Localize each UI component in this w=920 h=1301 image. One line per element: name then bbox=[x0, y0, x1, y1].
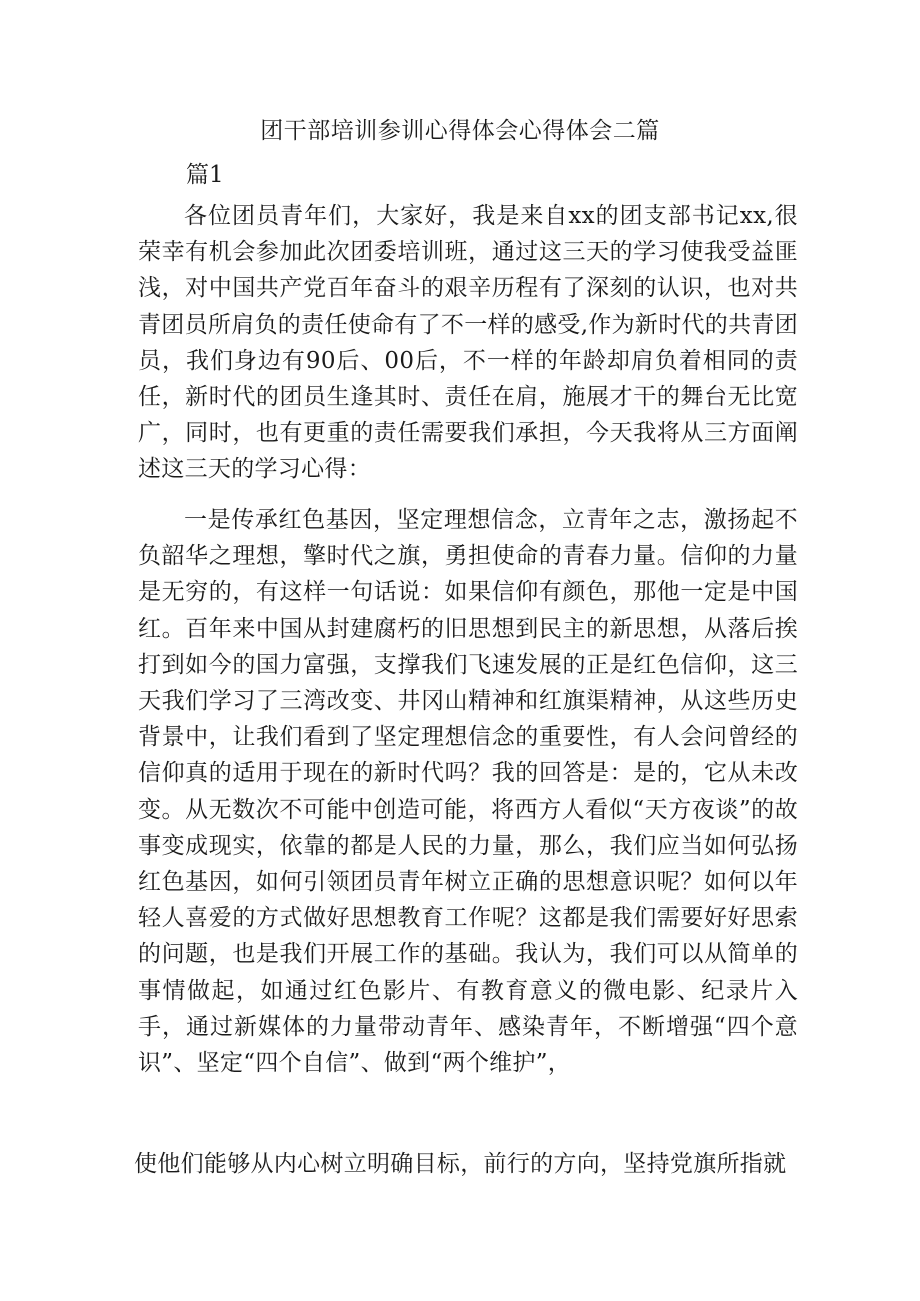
paragraph-1: 各位团员青年们，大家好，我是来自xx的团支部书记xx,很荣幸有机会参加此次团委培训班，通过这三天的学习使我受益匪浅，对中国共产党百年奋斗的艰辛历程有了深刻的认识，也对共青团员所肩负的责任使命有了不一样的感受,作为新时代的共青团员，我们身边有90后、00后，不一样的年龄却肩负着相同的责任，新时代的团员生逢其时、责任在肩，施展才干的舞台无比宽广，同时，也有更重的责任需要我们承担，今天我将从三方面阐述这三天的学习心得： bbox=[138, 203, 799, 483]
document-title: 团干部培训参训心得体会心得体会二篇 bbox=[260, 118, 660, 144]
section-label: 篇1 bbox=[186, 162, 224, 188]
paragraph-2: 一是传承红色基因，坚定理想信念，立青年之志，激扬起不负韶华之理想，擎时代之旗，勇担使命的青春力量。信仰的力量是无穷的，有这样一句话说：如果信仰有颜色，那他一定是中国红。百年来中国从封建腐朽的旧思想到民主的新思想，从落后挨打到如今的国力富强，支撑我们飞速发展的正是红色信仰，这三天我们学习了三湾改变、井冈山精神和红旗渠精神，从这些历史背景中，让我们看到了坚定理想信念的重要性，有人会问曾经的信仰真的适用于现在的新时代吗？我的回答是：是的，它从未改变。从无数次不可能中创造可能，将西方人看似“天方夜谈”的故事变成现实，依靠的都是人民的力量，那么，我们应当如何弘扬红色基因，如何引领团员青年树立正确的思想意识呢？如何以年轻人喜爱的方式做好思想教育工作呢？这都是我们需要好好思索的问题，也是我们开展工作的基础。我认为，我们可以从简单的事情做起，如通过红色影片、有教育意义的微电影、纪录片入手，通过新媒体的力量带动青年、感染青年，不断增强“四个意识”、坚定“四个自信”、做到“两个维护”， bbox=[138, 507, 798, 1077]
paragraph-3: 使他们能够从内心树立明确目标，前行的方向，坚持党旗所指就 bbox=[134, 1151, 787, 1177]
